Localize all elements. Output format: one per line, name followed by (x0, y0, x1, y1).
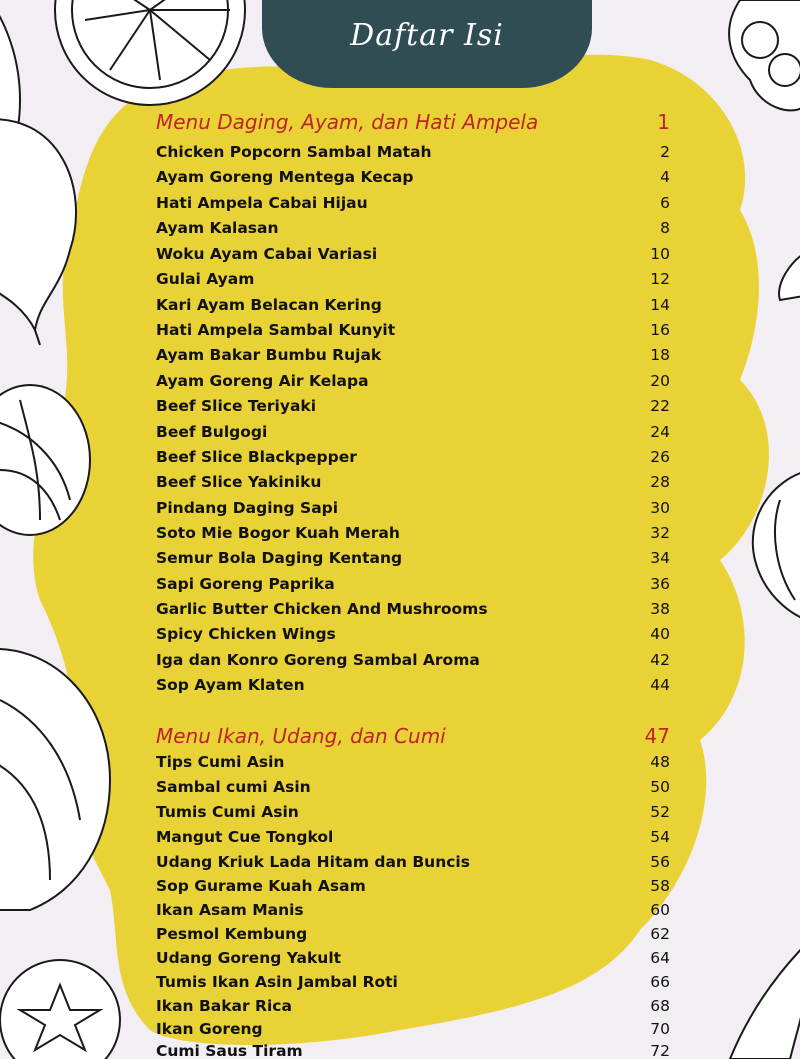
item-page: 24 (650, 423, 670, 441)
list-item[interactable] (150, 549, 670, 573)
list-item[interactable] (150, 372, 670, 396)
item-page: 26 (650, 448, 670, 466)
list-item[interactable] (150, 676, 670, 700)
item-page: 56 (650, 853, 670, 871)
item-page: 6 (660, 194, 670, 212)
item-page: 2 (660, 143, 670, 161)
item-label: Woku Ayam Cabai Variasi (156, 245, 378, 263)
item-label: Ayam Goreng Air Kelapa (156, 372, 369, 390)
item-page: 62 (650, 925, 670, 943)
list-item[interactable] (150, 1020, 670, 1044)
broccoli-icon (729, 0, 800, 110)
list-item[interactable] (150, 270, 670, 294)
item-page: 28 (650, 473, 670, 491)
section-page: 1 (657, 110, 670, 134)
item-label: Pindang Daging Sapi (156, 499, 339, 517)
item-label: Udang Kriuk Lada Hitam dan Buncis (156, 853, 470, 871)
item-page: 12 (650, 270, 670, 288)
list-item[interactable] (150, 245, 670, 269)
item-page: 42 (650, 651, 670, 669)
item-label: Mangut Cue Tongkol (156, 828, 334, 846)
list-item[interactable] (150, 524, 670, 548)
list-item[interactable] (150, 346, 670, 370)
carrot-icon (730, 940, 800, 1059)
item-label: Tips Cumi Asin (156, 753, 285, 771)
list-item[interactable] (150, 219, 670, 243)
item-label: Kari Ayam Belacan Kering (156, 296, 382, 314)
section-heading[interactable] (150, 724, 670, 752)
list-item[interactable] (150, 143, 670, 167)
item-page: 68 (650, 997, 670, 1015)
item-label: Ikan Bakar Rica (156, 997, 292, 1015)
item-label: Beef Bulgogi (156, 423, 268, 441)
item-label: Semur Bola Daging Kentang (156, 549, 403, 567)
page-title: Daftar Isi (350, 18, 504, 53)
item-label: Udang Goreng Yakult (156, 949, 342, 967)
list-item[interactable] (150, 853, 670, 877)
section-page: 47 (644, 724, 670, 748)
item-page: 58 (650, 877, 670, 895)
item-label: Tumis Cumi Asin (156, 803, 299, 821)
list-item[interactable] (150, 575, 670, 599)
section-heading[interactable] (150, 110, 670, 138)
title-banner (262, 0, 592, 88)
item-page: 16 (650, 321, 670, 339)
pepper-icon (779, 250, 800, 300)
item-label: Beef Slice Teriyaki (156, 397, 317, 415)
item-label: Sambal cumi Asin (156, 778, 311, 796)
item-label: Spicy Chicken Wings (156, 625, 336, 643)
item-page: 10 (650, 245, 670, 263)
item-label: Tumis Ikan Asin Jambal Roti (156, 973, 398, 991)
list-item[interactable] (150, 397, 670, 421)
item-page: 32 (650, 524, 670, 542)
list-item[interactable] (150, 949, 670, 973)
item-page: 44 (650, 676, 670, 694)
item-page: 36 (650, 575, 670, 593)
item-page: 8 (660, 219, 670, 237)
item-label: Beef Slice Blackpepper (156, 448, 357, 466)
item-page: 18 (650, 346, 670, 364)
list-item[interactable] (150, 753, 670, 777)
item-page: 40 (650, 625, 670, 643)
item-page: 22 (650, 397, 670, 415)
list-item[interactable] (150, 499, 670, 523)
item-label: Cumi Saus Tiram (156, 1042, 303, 1059)
list-item[interactable] (150, 625, 670, 649)
item-label: Sop Ayam Klaten (156, 676, 305, 694)
list-item[interactable] (150, 1042, 670, 1059)
list-item[interactable] (150, 997, 670, 1021)
item-label: Ayam Goreng Mentega Kecap (156, 168, 414, 186)
item-label: Gulai Ayam (156, 270, 255, 288)
list-item[interactable] (150, 973, 670, 997)
list-item[interactable] (150, 901, 670, 925)
item-page: 66 (650, 973, 670, 991)
item-label: Hati Ampela Sambal Kunyit (156, 321, 396, 339)
item-page: 14 (650, 296, 670, 314)
item-page: 52 (650, 803, 670, 821)
item-label: Sapi Goreng Paprika (156, 575, 335, 593)
list-item[interactable] (150, 168, 670, 192)
item-page: 38 (650, 600, 670, 618)
list-item[interactable] (150, 321, 670, 345)
list-item[interactable] (150, 473, 670, 497)
item-label: Garlic Butter Chicken And Mushrooms (156, 600, 488, 618)
item-label: Ikan Goreng (156, 1020, 263, 1038)
item-page: 72 (650, 1042, 670, 1059)
list-item[interactable] (150, 296, 670, 320)
list-item[interactable] (150, 448, 670, 472)
list-item[interactable] (150, 651, 670, 675)
section-title: Menu Daging, Ayam, dan Hati Ampela (156, 110, 539, 134)
item-page: 20 (650, 372, 670, 390)
item-label: Chicken Popcorn Sambal Matah (156, 143, 432, 161)
item-page: 60 (650, 901, 670, 919)
list-item[interactable] (150, 803, 670, 827)
section-title: Menu Ikan, Udang, dan Cumi (156, 724, 446, 748)
list-item[interactable] (150, 423, 670, 447)
list-item[interactable] (150, 778, 670, 802)
list-item[interactable] (150, 194, 670, 218)
item-label: Iga dan Konro Goreng Sambal Aroma (156, 651, 480, 669)
item-label: Ayam Kalasan (156, 219, 279, 237)
list-item[interactable] (150, 828, 670, 852)
item-page: 4 (660, 168, 670, 186)
item-page: 34 (650, 549, 670, 567)
list-item[interactable] (150, 877, 670, 901)
item-page: 50 (650, 778, 670, 796)
item-page: 30 (650, 499, 670, 517)
item-label: Ikan Asam Manis (156, 901, 304, 919)
item-label: Ayam Bakar Bumbu Rujak (156, 346, 382, 364)
item-label: Pesmol Kembung (156, 925, 308, 943)
tomato-icon (0, 960, 120, 1059)
item-label: Hati Ampela Cabai Hijau (156, 194, 368, 212)
list-item[interactable] (150, 600, 670, 624)
item-page: 54 (650, 828, 670, 846)
item-page: 48 (650, 753, 670, 771)
item-label: Soto Mie Bogor Kuah Merah (156, 524, 400, 542)
item-label: Beef Slice Yakiniku (156, 473, 322, 491)
item-page: 64 (650, 949, 670, 967)
item-label: Sop Gurame Kuah Asam (156, 877, 366, 895)
list-item[interactable] (150, 925, 670, 949)
item-page: 70 (650, 1020, 670, 1038)
